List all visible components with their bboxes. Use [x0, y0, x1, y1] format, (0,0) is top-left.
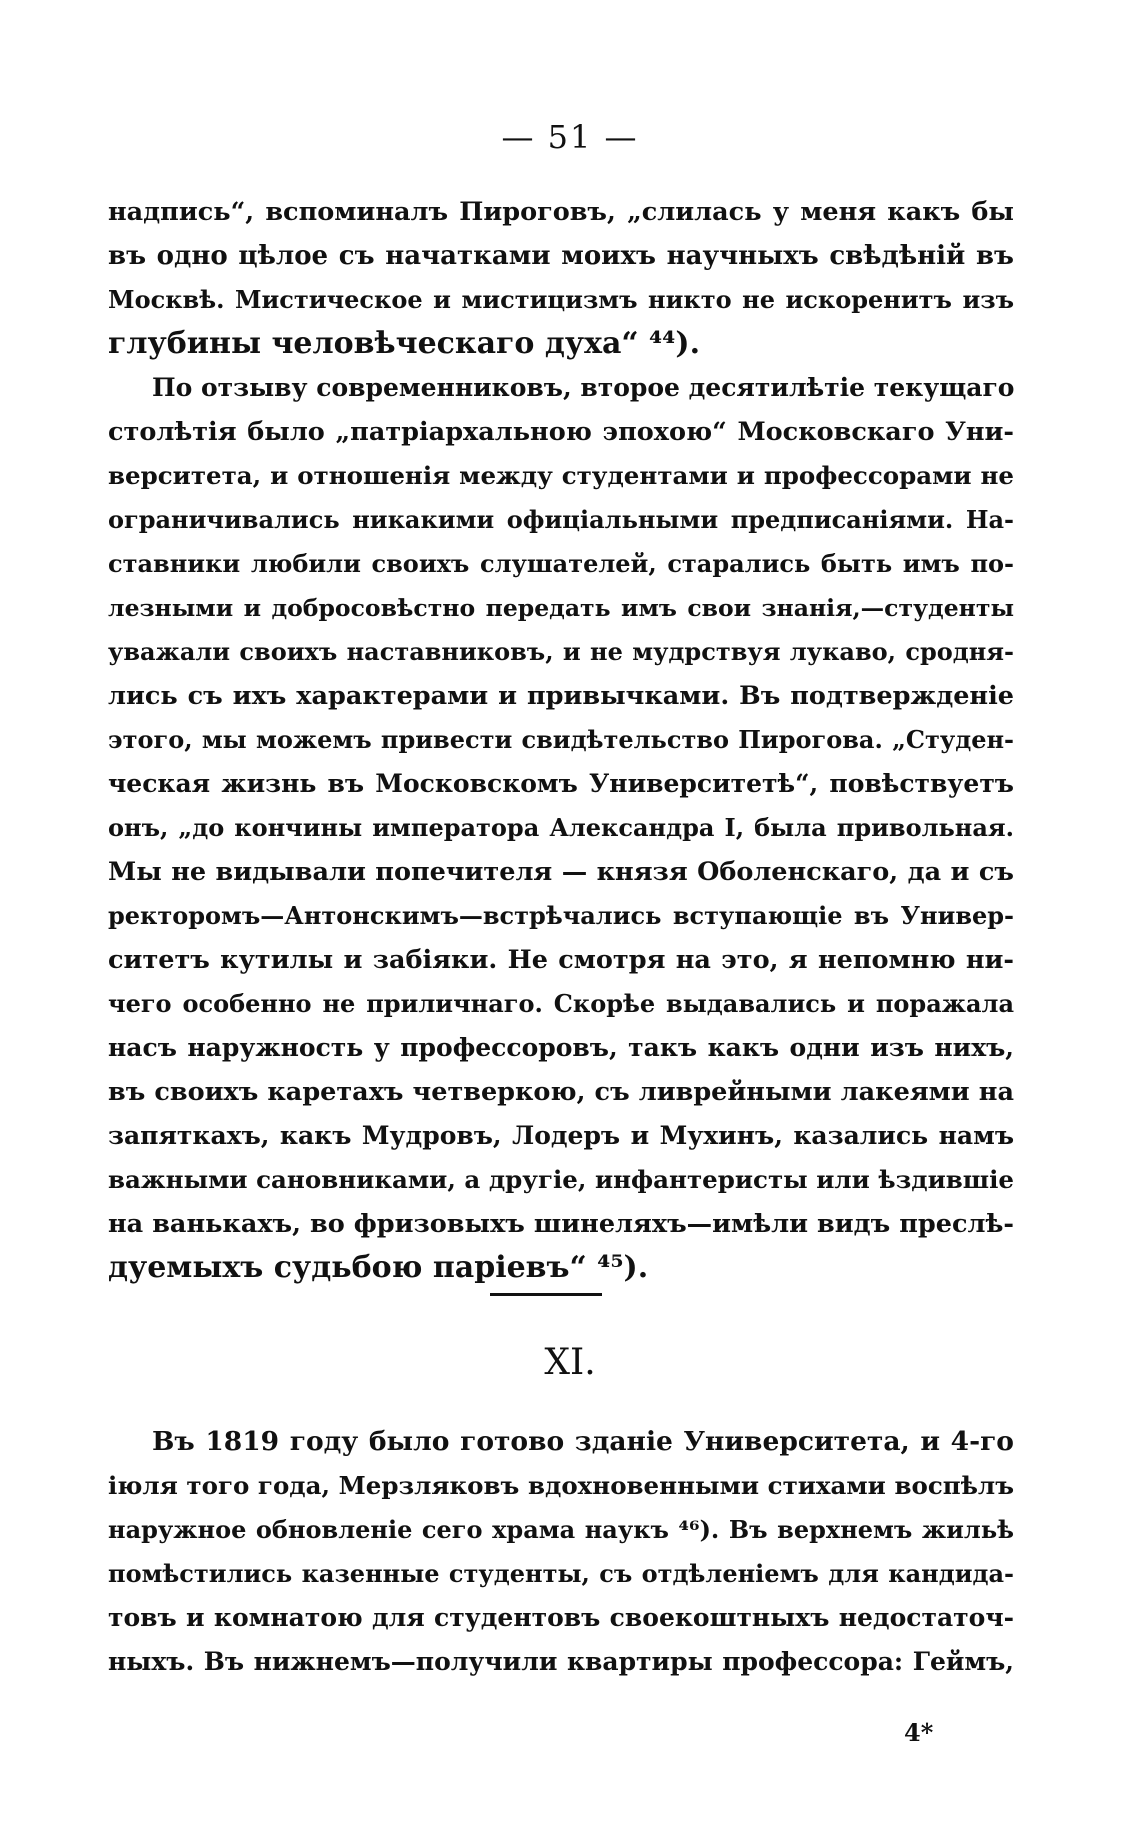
- text-line: ситетъ кутилы и забіяки. Не смотря на это, я непомню ни-: [108, 945, 1014, 975]
- text-line: уважали своихъ наставниковъ, и не мудрствуя лукаво, сродня-: [108, 637, 1014, 666]
- text-line: дуемыхъ судьбою паріевъ“ ⁴⁵).: [108, 1250, 649, 1285]
- text-line: ныхъ. Въ нижнемъ—получили квартиры профессора: Геймъ,: [108, 1647, 1014, 1676]
- printer-signature-mark: 4*: [904, 1718, 934, 1747]
- text-line: ческая жизнь въ Московскомъ Университетѣ“, повѣствуетъ: [108, 769, 1014, 798]
- paragraph-university-building: [108, 1420, 1014, 1684]
- text-line: ставники любили своихъ слушателей, старались быть имъ по-: [108, 549, 1014, 578]
- text-line: ограничивались никакими офиціальными предписаніями. На-: [108, 505, 1014, 534]
- text-line: верситета, и отношенія между студентами и профессорами не: [108, 461, 1014, 490]
- page-number: — 51 —: [501, 118, 639, 156]
- text-line: ректоромъ—Антонскимъ—встрѣчались вступающіе въ Универ-: [108, 901, 1014, 930]
- section-heading: XI.: [544, 1342, 596, 1383]
- text-line: лись съ ихъ характерами и привычками. Въ подтвержденіе: [108, 681, 1014, 711]
- text-line: надпись“, вспоминалъ Пироговъ, „слилась у меня какъ бы: [108, 197, 1014, 227]
- text-line: іюля того года, Мерзляковъ вдохновенными стихами воспѣлъ: [108, 1471, 1014, 1500]
- text-line: Въ 1819 году было готово зданіе Университета, и 4-го: [152, 1426, 1014, 1457]
- text-line: По отзыву современниковъ, второе десятилѣтіе текущаго: [152, 373, 1015, 402]
- text-line: на ванькахъ, во фризовыхъ шинеляхъ—имѣли видъ преслѣ-: [108, 1209, 1014, 1239]
- paragraph-patriarchal-epoch: [108, 366, 1014, 1290]
- text-line: запяткахъ, какъ Мудровъ, Лодеръ и Мухинъ, казались намъ: [108, 1121, 1014, 1150]
- text-line: Мы не видывали попечителя — князя Оболенскаго, да и съ: [108, 857, 1014, 887]
- text-line: помѣстились казенные студенты, съ отдѣленіемъ для кандида-: [108, 1559, 1014, 1588]
- text-line: важными сановниками, а другіе, инфантеристы или ѣздившіе: [108, 1165, 1014, 1194]
- text-line: онъ, „до кончины императора Александра I, была привольная.: [108, 813, 1014, 842]
- text-line: столѣтія было „патріархальною эпохою“ Московскаго Уни-: [108, 417, 1014, 447]
- text-line: товъ и комнатою для студентовъ своекоштныхъ недостаточ-: [108, 1603, 1014, 1632]
- text-line: глубины человѣческаго духа“ ⁴⁴).: [108, 326, 701, 361]
- text-line: наружное обновленіе сего храма наукъ ⁴⁶). Въ верхнемъ жильѣ: [108, 1515, 1014, 1544]
- text-line: этого, мы можемъ привести свидѣтельство Пирогова. „Студен-: [108, 725, 1014, 754]
- text-line: Москвѣ. Мистическое и мистицизмъ никто не искоренитъ изъ: [108, 285, 1014, 314]
- text-line: въ одно цѣлое съ начатками моихъ научныхъ свѣдѣній въ: [108, 241, 1014, 271]
- paragraph-pirogov-quote-end: [108, 190, 1014, 366]
- text-line: насъ наружность у профессоровъ, такъ какъ одни изъ нихъ,: [108, 1033, 1014, 1062]
- text-line: чего особенно не приличнаго. Скорѣе выдавались и поражала: [108, 989, 1014, 1018]
- text-line: лезными и добросовѣстно передать имъ свои знанія,—студенты: [108, 594, 1014, 622]
- section-divider-rule: [490, 1293, 602, 1296]
- text-line: въ своихъ каретахъ четверкою, съ ливрейными лакеями на: [108, 1077, 1014, 1107]
